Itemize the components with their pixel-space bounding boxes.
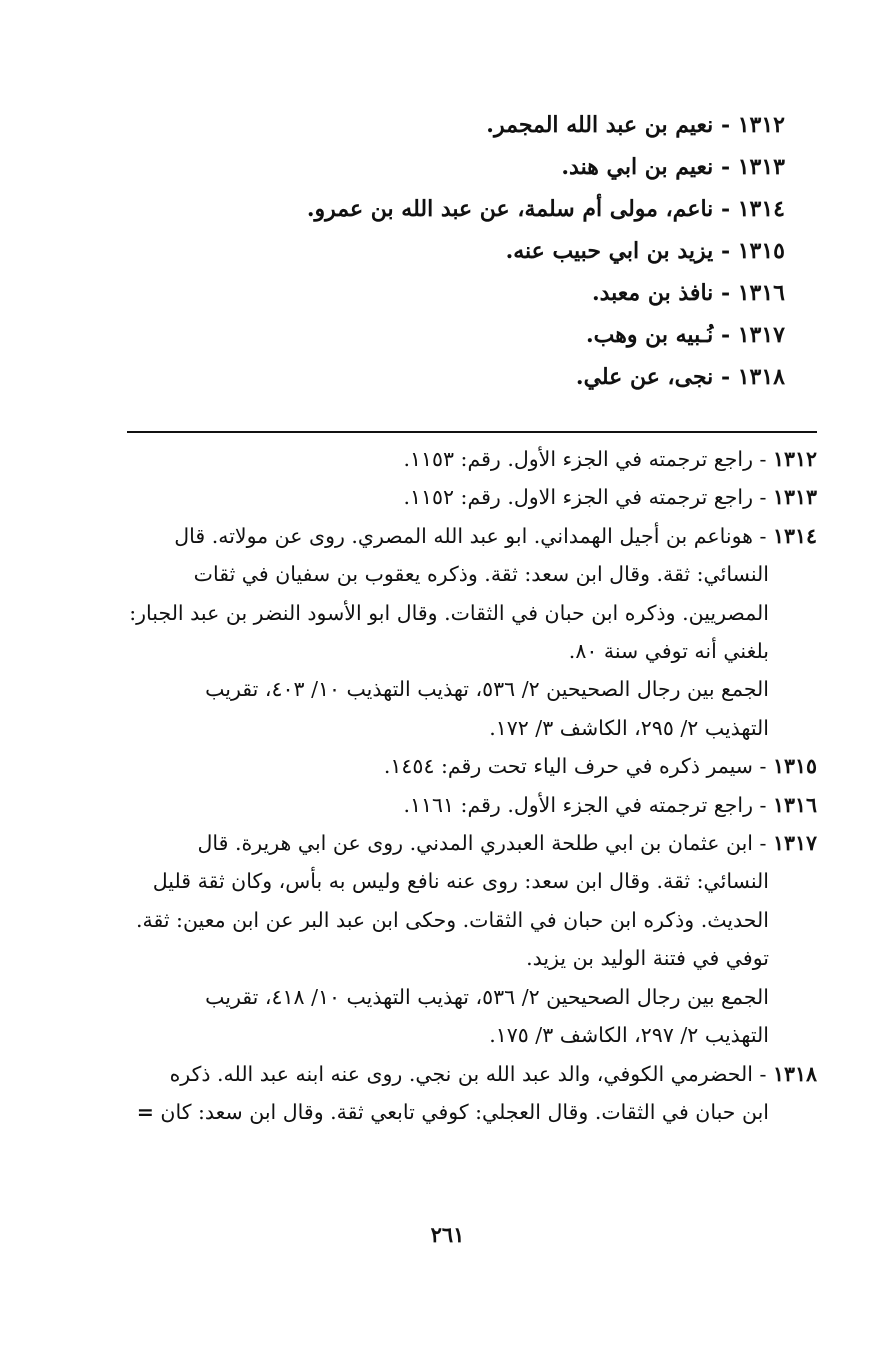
footnote-text: الحديث. وذكره ابن حبان في الثقات. وحكى ابن عبد البر عن ابن معين: ثقة. [135,907,769,932]
entry-number: ١٣١٢ [737,112,785,138]
entry-1318: ١٣١٨ - نجى، عن علي. [575,364,785,390]
page-number: ٢٦١ [430,1222,465,1247]
footnote-divider [127,431,817,433]
entry-text: نجى، عن علي. [575,364,714,390]
footnote-1313: ١٣١٣ - راجع ترجمته في الجزء الاول. رقم: ١١٥٢. [403,485,817,510]
footnote-number: ١٣١٢ [772,447,817,471]
footnote-number: ١٣١٧ [772,831,817,856]
entry-1312: ١٣١٢ - نعيم بن عبد الله المجمر. [486,112,785,138]
footnote-text: الحضرمي الكوفي، والد عبد الله بن نجي. روى عنه ابنه عبد الله. ذكره [169,1061,753,1086]
footnote-text: راجع ترجمته في الجزء الاول. رقم: ١١٥٢. [403,485,753,510]
footnote-1315: ١٣١٥ - سيمر ذكره في حرف الياء تحت رقم: ١٤٥٤. [383,754,817,779]
entry-text: نعيم بن ابي هند. [561,154,714,180]
footnote-references: الجمع بين رجال الصحيحين ٢/ ٥٣٦، تهذيب التهذيب ١٠/ ٤٠٣، تقريب [205,677,769,702]
footnote-1312: ١٣١٢ - راجع ترجمته في الجزء الأول. رقم: ١١٥٣. [403,447,817,471]
entries-list [225,104,785,398]
footnote-text: النسائي: ثقة. وقال ابن سعد: روى عنه نافع وليس به بأس، وكان ثقة قليل [152,869,769,894]
footnote-references: التهذيب ٢/ ٢٩٥، الكاشف ٣/ ١٧٢. [489,715,769,740]
footnote-text: هوناعم بن أجيل الهمداني. ابو عبد الله المصري. روى عن مولاته. قال [174,523,753,548]
footnote-text: ابن عثمان بن ابي طلحة العبدري المدني. روى عن ابي هريرة. قال [197,831,753,856]
entry-1313: ١٣١٣ - نعيم بن ابي هند. [561,154,785,180]
entry-number: ١٣١٤ [737,196,785,222]
footnote-text: بلغني أنه توفي سنة ٨٠. [568,639,769,664]
continuation-mark: = [136,1099,154,1124]
footnote-references: الجمع بين رجال الصحيحين ٢/ ٥٣٦، تهذيب التهذيب ١٠/ ٤١٨، تقريب [205,984,769,1009]
entry-number: ١٣١٨ [737,364,785,390]
entry-number: ١٣١٣ [737,154,785,180]
entry-text: نُـبيه بن وهب. [585,322,714,348]
footnote-text: راجع ترجمته في الجزء الأول. رقم: ١١٦١. [403,792,753,817]
footnote-text: راجع ترجمته في الجزء الأول. رقم: ١١٥٣. [403,447,753,471]
footnotes [77,440,817,1131]
footnote-number: ١٣١٥ [772,754,817,779]
footnote-text: توفي في فتنة الوليد بن يزيد. [526,946,769,971]
footnote-1317: ١٣١٧ - ابن عثمان بن ابي طلحة العبدري المدني. روى عن ابي هريرة. قال النسائي: ثقة. وقال ابن سعد: روى عنه نافع وليس به بأس، وكان ثقة قليل الحديث. وذكره ابن حبان في الثقات. وحكى ابن عبد البر عن ابن معين: ثقة. توفي في فتنة الوليد بن يزيد. الجمع بين رجال الصحيحين ٢/ ٥٣٦، تهذيب التهذيب ١٠/ ٤١٨، تقريب التهذيب ٢/ ٢٩٧، الكاشف ٣/ ١٧٥. [77,824,817,1054]
footnote-text: النسائي: ثقة. وقال ابن سعد: ثقة. وذكره يعقوب بن سفيان في ثقات [193,562,769,587]
entry-1315: ١٣١٥ - يزيد بن ابي حبيب عنه. [505,238,785,264]
entry-text: يزيد بن ابي حبيب عنه. [505,238,714,264]
entry-1314: ١٣١٤ - ناعم، مولى أم سلمة، عن عبد الله بن عمرو. [306,196,785,222]
entry-number: ١٣١٥ [737,238,785,264]
footnote-number: ١٣١٨ [772,1061,817,1086]
footnote-references: التهذيب ٢/ ٢٩٧، الكاشف ٣/ ١٧٥. [489,1023,769,1048]
footnote-1318: ١٣١٨ - الحضرمي الكوفي، والد عبد الله بن نجي. روى عنه ابنه عبد الله. ذكره ابن حبان في الثقات. وقال العجلي: كوفي تابعي ثقة. وقال ابن سعد: كان = [136,1061,817,1124]
footnote-1316: ١٣١٦ - راجع ترجمته في الجزء الأول. رقم: ١١٦١. [403,792,817,817]
footnote-number: ١٣١٦ [772,792,817,817]
footnote-number: ١٣١٣ [772,485,817,510]
footnote-number: ١٣١٤ [772,523,817,548]
entry-number: ١٣١٦ [737,280,785,306]
entry-text: نعيم بن عبد الله المجمر. [486,112,714,138]
entry-1317: ١٣١٧ - نُـبيه بن وهب. [585,322,785,348]
footnote-text: سيمر ذكره في حرف الياء تحت رقم: ١٤٥٤. [383,754,753,779]
entry-text: نافذ بن معبد. [591,280,714,306]
entry-text: ناعم، مولى أم سلمة، عن عبد الله بن عمرو. [306,196,714,222]
footnote-text: المصريين. وذكره ابن حبان في الثقات. وقال ابو الأسود النضر بن عبد الجبار: [129,600,769,625]
footnote-1314: ١٣١٤ - هوناعم بن أجيل الهمداني. ابو عبد الله المصري. روى عن مولاته. قال النسائي: ثقة. وقال ابن سعد: ثقة. وذكره يعقوب بن سفيان في ثقات المصريين. وذكره ابن حبان في الثقات. وقال ابو الأسود النضر بن عبد الجبار: بلغني أنه توفي سنة ٨٠. الجمع بين رجال الصحيحين ٢/ ٥٣٦، تهذيب التهذيب ١٠/ ٤٠٣، تقريب التهذيب ٢/ ٢٩٥، الكاشف ٣/ ١٧٢. [77,517,817,747]
entry-1316: ١٣١٦ - نافذ بن معبد. [591,280,785,306]
footnote-text: ابن حبان في الثقات. وقال العجلي: كوفي تابعي ثقة. وقال ابن سعد: كان [160,1099,769,1124]
entry-number: ١٣١٧ [737,322,785,348]
